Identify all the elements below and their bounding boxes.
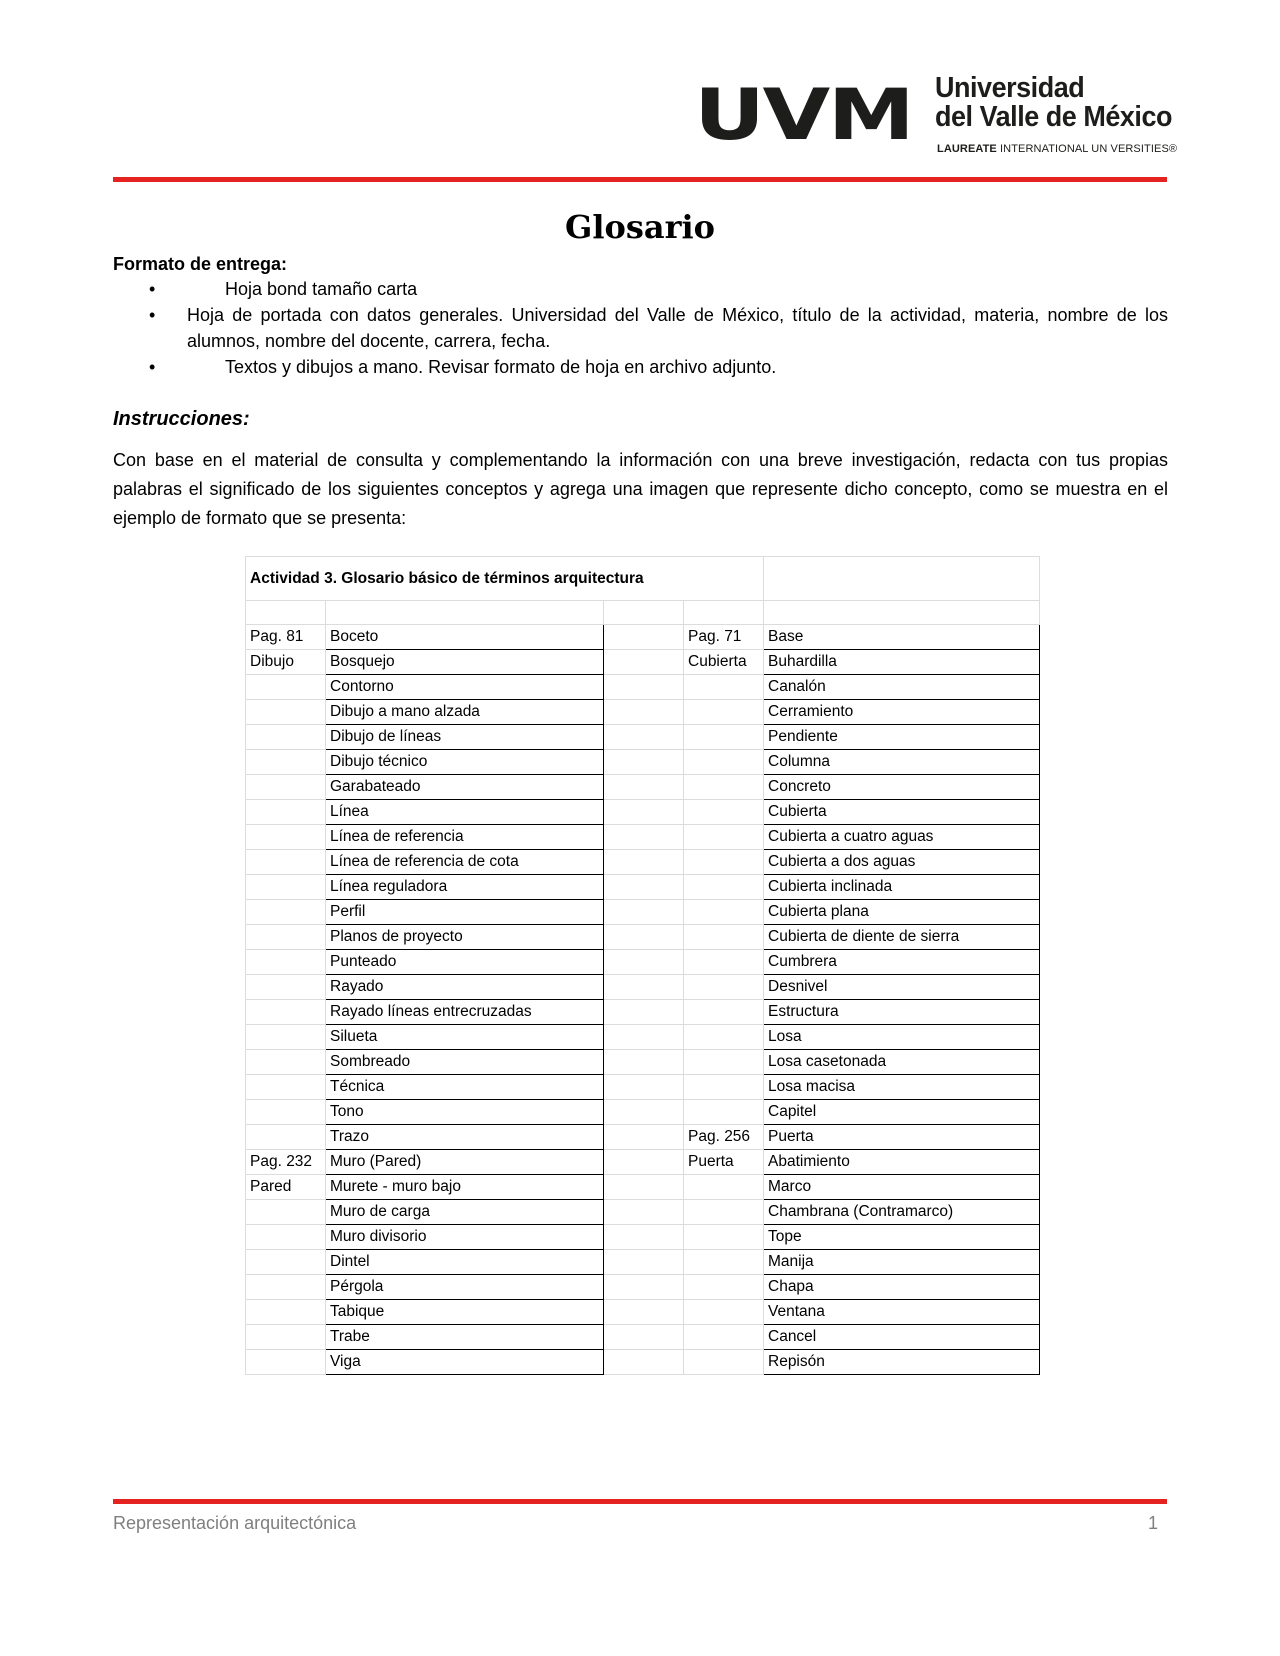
delivery-bullet-text: Hoja de portada con datos generales. Universidad del Valle de México, título de la actividad, materia, nombre de los alumnos, nombre del docente, carrera, fecha. <box>187 305 1168 351</box>
right-term-cell: Concreto <box>764 775 1040 800</box>
left-term-cell: Muro de carga <box>326 1200 604 1225</box>
left-term-cell: Línea de referencia de cota <box>326 850 604 875</box>
right-term-cell: Cerramiento <box>764 700 1040 725</box>
right-section-label <box>684 1250 764 1275</box>
left-term-cell: Trabe <box>326 1325 604 1350</box>
table-row <box>246 850 1040 875</box>
gap-cell <box>604 725 684 750</box>
left-section-label: Pared <box>246 1175 326 1200</box>
left-section-label <box>246 775 326 800</box>
gap-cell <box>604 1125 684 1150</box>
table-row <box>246 875 1040 900</box>
gap-cell <box>604 1050 684 1075</box>
right-term-cell: Marco <box>764 1175 1040 1200</box>
left-term-cell: Muro divisorio <box>326 1225 604 1250</box>
gap-cell <box>604 650 684 675</box>
footer-divider <box>113 1499 1167 1504</box>
right-section-label <box>684 700 764 725</box>
right-section-label <box>684 975 764 1000</box>
right-term-cell: Cubierta de diente de sierra <box>764 925 1040 950</box>
right-section-label <box>684 1350 764 1375</box>
gap-cell <box>604 975 684 1000</box>
right-section-label <box>684 1075 764 1100</box>
right-section-label <box>684 1025 764 1050</box>
left-section-label <box>246 875 326 900</box>
table-title: Actividad 3. Glosario básico de términos arquitectura <box>246 557 764 601</box>
gap-cell <box>604 1325 684 1350</box>
right-term-cell: Cubierta a dos aguas <box>764 850 1040 875</box>
left-section-label <box>246 925 326 950</box>
left-term-cell: Bosquejo <box>326 650 604 675</box>
left-term-cell: Dintel <box>326 1250 604 1275</box>
table-row <box>246 675 1040 700</box>
right-section-label <box>684 775 764 800</box>
right-term-cell: Cubierta <box>764 800 1040 825</box>
table-row <box>246 750 1040 775</box>
right-section-label: Pag. 256 <box>684 1125 764 1150</box>
gap-cell <box>604 850 684 875</box>
delivery-bullet-text: Hoja bond tamaño carta <box>225 279 418 299</box>
left-section-label <box>246 900 326 925</box>
left-section-label <box>246 750 326 775</box>
table-row <box>246 1300 1040 1325</box>
table-row <box>246 1325 1040 1350</box>
right-section-label <box>684 1050 764 1075</box>
empty-cell <box>326 601 604 625</box>
right-term-cell: Columna <box>764 750 1040 775</box>
left-term-cell: Garabateado <box>326 775 604 800</box>
table-row <box>246 1200 1040 1225</box>
instructions-heading: Instrucciones: <box>113 408 250 430</box>
right-term-cell: Desnivel <box>764 975 1040 1000</box>
left-term-cell: Silueta <box>326 1025 604 1050</box>
glossary-table-body <box>246 557 1040 1375</box>
left-term-cell: Línea <box>326 800 604 825</box>
right-section-label <box>684 1200 764 1225</box>
right-section-label <box>684 1100 764 1125</box>
table-row <box>246 1350 1040 1375</box>
right-section-label <box>684 825 764 850</box>
gap-cell <box>604 625 684 650</box>
left-section-label <box>246 950 326 975</box>
left-term-cell: Dibujo de líneas <box>326 725 604 750</box>
table-row <box>246 925 1040 950</box>
right-section-label <box>684 750 764 775</box>
right-term-cell: Pendiente <box>764 725 1040 750</box>
left-term-cell: Punteado <box>326 950 604 975</box>
right-term-cell: Estructura <box>764 1000 1040 1025</box>
gap-cell <box>604 900 684 925</box>
delivery-bullet-item <box>113 302 1168 354</box>
left-term-cell: Técnica <box>326 1075 604 1100</box>
right-term-cell: Ventana <box>764 1300 1040 1325</box>
gap-cell <box>604 1100 684 1125</box>
left-term-cell: Trazo <box>326 1125 604 1150</box>
footer-page-number: 1 <box>1148 1513 1159 1533</box>
right-section-label <box>684 1300 764 1325</box>
right-term-cell: Cubierta inclinada <box>764 875 1040 900</box>
left-section-label <box>246 1350 326 1375</box>
left-term-cell: Muro (Pared) <box>326 1150 604 1175</box>
glossary-table <box>245 556 1040 1375</box>
left-term-cell: Contorno <box>326 675 604 700</box>
laureate-rest: INTERNATIONAL UN VERSITIES® <box>996 143 1178 155</box>
right-term-cell: Capitel <box>764 1100 1040 1125</box>
table-row <box>246 900 1040 925</box>
table-row <box>246 1275 1040 1300</box>
table-row <box>246 650 1040 675</box>
left-term-cell: Sombreado <box>326 1050 604 1075</box>
left-section-label <box>246 825 326 850</box>
right-term-cell: Losa casetonada <box>764 1050 1040 1075</box>
table-row <box>246 700 1040 725</box>
gap-cell <box>604 1025 684 1050</box>
table-row <box>246 1050 1040 1075</box>
left-term-cell: Tono <box>326 1100 604 1125</box>
footer-course-name: Representación arquitectónica <box>113 1513 357 1533</box>
gap-cell <box>604 1175 684 1200</box>
document-title: Glosario <box>565 208 715 246</box>
bullet-icon: • <box>149 279 156 299</box>
delivery-format-list <box>113 276 1168 380</box>
right-section-label <box>684 725 764 750</box>
laureate-tagline <box>937 143 1197 155</box>
right-term-cell: Cubierta plana <box>764 900 1040 925</box>
left-section-label <box>246 675 326 700</box>
laureate-bold: LAUREATE <box>937 143 997 155</box>
right-section-label <box>684 1175 764 1200</box>
gap-cell <box>604 1300 684 1325</box>
gap-cell <box>604 1275 684 1300</box>
gap-cell <box>604 1000 684 1025</box>
left-term-cell: Planos de proyecto <box>326 925 604 950</box>
right-term-cell: Manija <box>764 1250 1040 1275</box>
right-term-cell: Losa macisa <box>764 1075 1040 1100</box>
left-section-label <box>246 1000 326 1025</box>
right-section-label <box>684 1225 764 1250</box>
gap-cell <box>604 925 684 950</box>
right-section-label: Puerta <box>684 1150 764 1175</box>
right-term-cell: Losa <box>764 1025 1040 1050</box>
right-section-label <box>684 850 764 875</box>
left-section-label <box>246 1125 326 1150</box>
left-section-label: Pag. 232 <box>246 1150 326 1175</box>
table-row <box>246 1100 1040 1125</box>
right-section-label <box>684 800 764 825</box>
gap-cell <box>604 1200 684 1225</box>
table-row <box>246 725 1040 750</box>
left-section-label <box>246 1250 326 1275</box>
left-section-label <box>246 1100 326 1125</box>
bullet-icon: • <box>149 305 156 325</box>
gap-cell <box>604 825 684 850</box>
gap-cell <box>604 700 684 725</box>
left-term-cell: Boceto <box>326 625 604 650</box>
table-row <box>246 625 1040 650</box>
left-section-label: Pag. 81 <box>246 625 326 650</box>
left-term-cell: Dibujo técnico <box>326 750 604 775</box>
left-section-label <box>246 1050 326 1075</box>
left-section-label <box>246 700 326 725</box>
left-section-label <box>246 1200 326 1225</box>
right-term-cell: Puerta <box>764 1125 1040 1150</box>
empty-cell <box>246 601 326 625</box>
gap-cell <box>604 1225 684 1250</box>
table-row <box>246 1175 1040 1200</box>
gap-cell <box>604 750 684 775</box>
right-section-label <box>684 925 764 950</box>
gap-cell <box>604 950 684 975</box>
right-term-cell: Base <box>764 625 1040 650</box>
left-term-cell: Dibujo a mano alzada <box>326 700 604 725</box>
table-row <box>246 1150 1040 1175</box>
empty-cell <box>764 601 1040 625</box>
left-term-cell: Línea de referencia <box>326 825 604 850</box>
left-section-label <box>246 1075 326 1100</box>
table-row <box>246 800 1040 825</box>
table-row <box>246 975 1040 1000</box>
left-term-cell: Rayado líneas entrecruzadas <box>326 1000 604 1025</box>
left-term-cell: Rayado <box>326 975 604 1000</box>
table-row <box>246 775 1040 800</box>
table-row <box>246 1125 1040 1150</box>
empty-cell <box>684 601 764 625</box>
left-section-label: Dibujo <box>246 650 326 675</box>
empty-cell <box>604 601 684 625</box>
table-row <box>246 825 1040 850</box>
left-term-cell: Murete - muro bajo <box>326 1175 604 1200</box>
left-section-label <box>246 1275 326 1300</box>
uvm-logo-mark: UVM <box>694 74 913 156</box>
right-term-cell: Abatimiento <box>764 1150 1040 1175</box>
right-term-cell: Cancel <box>764 1325 1040 1350</box>
right-section-label <box>684 900 764 925</box>
right-section-label <box>684 950 764 975</box>
logo-name-line1: Universidad <box>935 72 1085 104</box>
instructions-paragraph: Con base en el material de consulta y complementando la información con una breve investigación, redacta con tus propias palabras el significado de los siguientes conceptos y agrega una imagen que represente dicho concepto, como se muestra en el ejemplo de formato que se presenta: <box>113 450 1168 528</box>
table-row <box>246 1000 1040 1025</box>
right-section-label <box>684 1275 764 1300</box>
right-term-cell: Cubierta a cuatro aguas <box>764 825 1040 850</box>
left-section-label <box>246 850 326 875</box>
gap-cell <box>604 1075 684 1100</box>
empty-cell <box>764 557 1040 601</box>
delivery-bullet-text: Textos y dibujos a mano. Revisar formato de hoja en archivo adjunto. <box>225 357 777 377</box>
right-section-label <box>684 875 764 900</box>
right-section-label: Pag. 71 <box>684 625 764 650</box>
right-section-label: Cubierta <box>684 650 764 675</box>
delivery-bullet-item <box>113 276 1168 302</box>
right-term-cell: Repisón <box>764 1350 1040 1375</box>
gap-cell <box>604 775 684 800</box>
logo-name-line2: del Valle de México <box>935 101 1173 133</box>
gap-cell <box>604 875 684 900</box>
right-term-cell: Chambrana (Contramarco) <box>764 1200 1040 1225</box>
left-term-cell: Pérgola <box>326 1275 604 1300</box>
uvm-logo-name <box>935 74 1177 132</box>
table-row <box>246 1225 1040 1250</box>
header-divider <box>113 177 1167 182</box>
left-section-label <box>246 1025 326 1050</box>
gap-cell <box>604 1150 684 1175</box>
left-section-label <box>246 1225 326 1250</box>
gap-cell <box>604 1250 684 1275</box>
left-term-cell: Tabique <box>326 1300 604 1325</box>
right-term-cell: Chapa <box>764 1275 1040 1300</box>
left-section-label <box>246 800 326 825</box>
right-term-cell: Canalón <box>764 675 1040 700</box>
left-term-cell: Perfil <box>326 900 604 925</box>
table-row <box>246 1250 1040 1275</box>
right-term-cell: Buhardilla <box>764 650 1040 675</box>
delivery-format-heading: Formato de entrega: <box>113 254 288 274</box>
left-section-label <box>246 725 326 750</box>
right-term-cell: Tope <box>764 1225 1040 1250</box>
table-title-row <box>246 557 1040 601</box>
table-spacer-row <box>246 601 1040 625</box>
delivery-bullet-item <box>113 354 1168 380</box>
gap-cell <box>604 1350 684 1375</box>
gap-cell <box>604 800 684 825</box>
right-term-cell: Cumbrera <box>764 950 1040 975</box>
left-term-cell: Línea reguladora <box>326 875 604 900</box>
table-row <box>246 1025 1040 1050</box>
right-section-label <box>684 675 764 700</box>
left-section-label <box>246 1300 326 1325</box>
table-row <box>246 950 1040 975</box>
table-row <box>246 1075 1040 1100</box>
gap-cell <box>604 675 684 700</box>
bullet-icon: • <box>149 357 156 377</box>
left-section-label <box>246 975 326 1000</box>
right-section-label <box>684 1325 764 1350</box>
left-section-label <box>246 1325 326 1350</box>
right-section-label <box>684 1000 764 1025</box>
left-term-cell: Viga <box>326 1350 604 1375</box>
